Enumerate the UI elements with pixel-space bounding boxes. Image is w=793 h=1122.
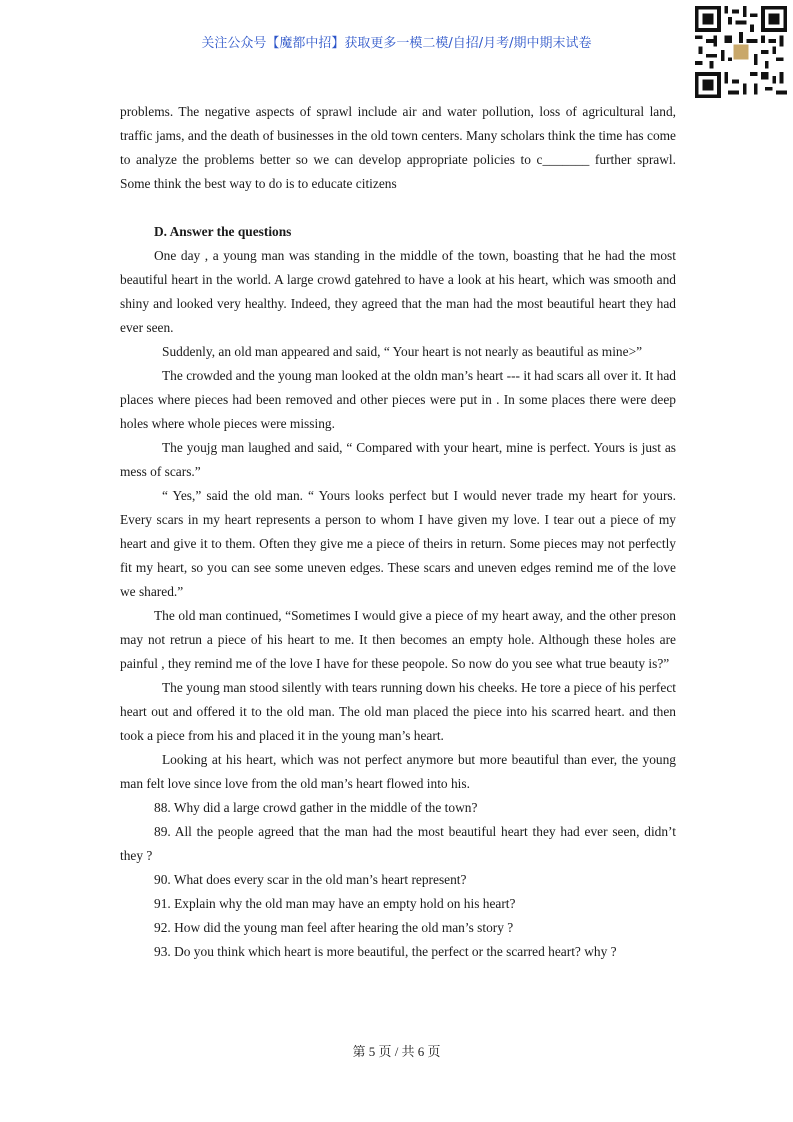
question-item: 90. What does every scar in the old man’s heart represent? (154, 872, 467, 887)
story-paragraph: The crowded and the young man looked at the oldn man’s heart --- it had scars all over it. It had places where pieces had been removed and other pieces were put in . In some places there were deep holes where whole pieces were missing. (120, 368, 676, 431)
page-content (120, 100, 676, 964)
story-paragraph: Suddenly, an old man appeared and said, “ Your heart is not nearly as beautiful as mine>” (162, 344, 643, 359)
question-item: 91. Explain why the old man may have an empty hold on his heart? (154, 896, 516, 911)
story-paragraph: Looking at his heart, which was not perfect anymore but more beautiful than ever, the young man felt love since love from the old man’s heart flowed into his. (120, 752, 676, 791)
passage-c-continuation: problems. The negative aspects of sprawl include air and water pollution, loss of agricultural land, traffic jams, and the death of businesses in the old town centers. Many scholars think the time has come to analyze the problems better so we can develop appropriate policies to c_______ further sprawl. Some think the best way to do is to educate citizens (120, 104, 676, 191)
story-paragraph: “ Yes,” said the old man. “ Yours looks perfect but I would never trade my heart for yours. Every scars in my heart represents a person to whom I have given my love. I tear out a piece of my heart and give it to them. Often they give me a piece of theirs in return. Some pieces may not perfectly fit my heart, so you can see some uneven edges. These scars and uneven edges remind me of the love we shared.” (120, 488, 676, 599)
section-d-heading: D. Answer the questions (154, 224, 292, 239)
question-item: 88. Why did a large crowd gather in the middle of the town? (154, 800, 478, 815)
story-paragraph: One day , a young man was standing in the middle of the town, boasting that he had the most beautiful heart in the world. A large crowd gatehred to have a look at his heart, which was smooth and shiny and looked very healthy. Indeed, they agreed that the man had the most beautiful heart they had ever seen. (120, 248, 676, 335)
question-item: 93. Do you think which heart is more beautiful, the perfect or the scarred heart? why ? (154, 944, 617, 959)
story-paragraph: The young man stood silently with tears running down his cheeks. He tore a piece of his perfect heart out and offered it to the old man. The old man placed the piece into his scarred heart. and then took a piece from his and placed it in the young man’s heart. (120, 680, 676, 743)
question-item: 89. All the people agreed that the man had the most beautiful heart they had ever seen, didn’t they ? (120, 824, 676, 863)
header-banner: 关注公众号【魔都中招】获取更多一模二模/自招/月考/期中期末试卷 (201, 36, 592, 51)
story-paragraph: The youjg man laughed and said, “ Compared with your heart, mine is perfect. Yours is just as mess of scars.” (120, 440, 676, 479)
page-number: 第 5 页 / 共 6 页 (352, 1044, 441, 1059)
qr-code-icon (695, 6, 787, 98)
question-item: 92. How did the young man feel after hearing the old man’s story ? (154, 920, 514, 935)
story-paragraph: The old man continued, “Sometimes I would give a piece of my heart away, and the other preson may not retrun a piece of his heart to me. It then becomes an empty hole. Although these holes are painful , they remind me of the love I have for these peopole. So now do you see what true beauty is?” (120, 608, 676, 671)
